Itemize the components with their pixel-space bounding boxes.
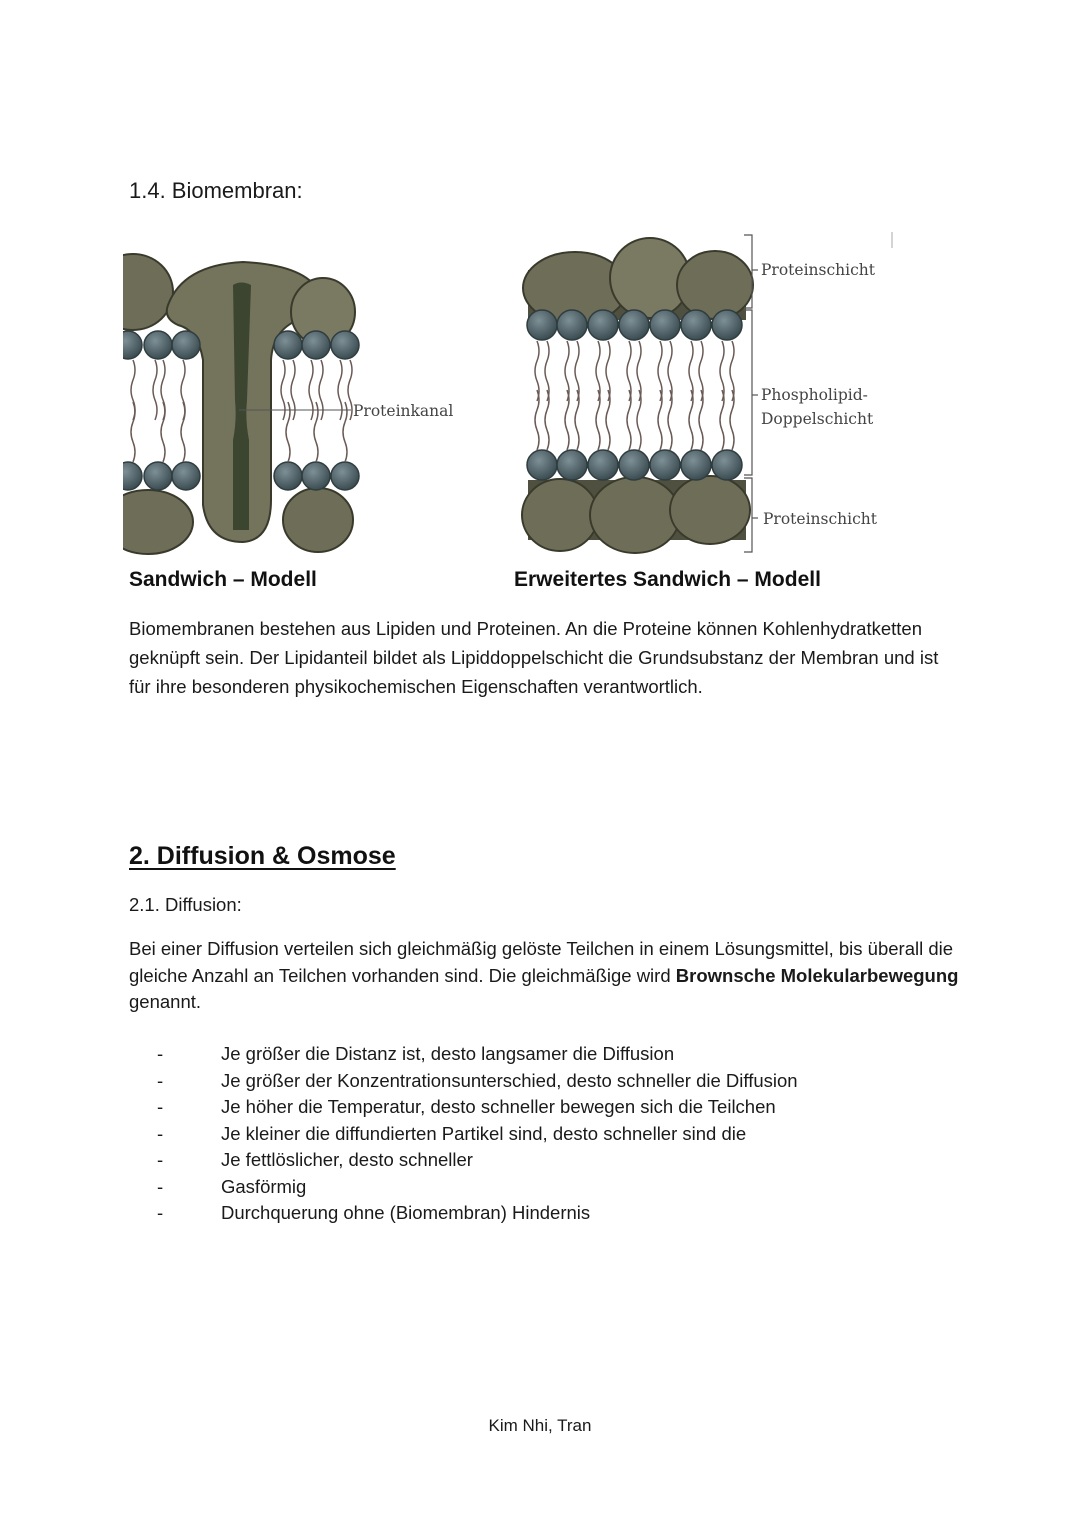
sandwich-model-diagram: [123, 250, 463, 555]
caption-sandwich-model: Sandwich – Modell: [129, 568, 317, 591]
bullet-dash: -: [157, 1175, 164, 1197]
list-item: [157, 1068, 798, 1095]
paragraph-biomembran: Biomembranen bestehen aus Lipiden und Proteinen. An die Proteine können Kohlenhydratketten geknüpft sein. Der Lipidanteil bildet als Lipiddoppelschicht die Grundsubstanz der Membran und ist für ihre besonderen physikochemischen Eigenschaften verantwortlich.: [129, 618, 939, 697]
bullet-dash: -: [157, 1149, 164, 1170]
paragraph-diffusion-text: Bei einer Diffusion verteilen sich gleichmäßig gelöste Teilchen in einem Lösungsmittel, bis überall die gleiche Anzahl an Teilchen vorhanden sind. Die gleichmäßige wird: [129, 938, 954, 986]
extended-sandwich-model-diagram: [520, 230, 900, 560]
list-item-text: Je kleiner die diffundierten Partikel sind, desto schneller sind die: [221, 1122, 747, 1144]
section-heading-diffusion-osmose: 2. Diffusion & Osmose: [129, 842, 396, 870]
list-item-text: Gasförmig: [221, 1175, 307, 1197]
list-item-text: Je größer die Distanz ist, desto langsamer die Diffusion: [221, 1043, 675, 1064]
paragraph-diffusion-end: genannt.: [129, 991, 202, 1012]
label-phospholipid-line2: Doppelschicht: [761, 410, 874, 428]
bullet-dash: -: [157, 1202, 164, 1223]
list-item-text: Je fettlöslicher, desto schneller: [221, 1149, 473, 1170]
term-brownsche-molekularbewegung: Brownsche Molekularbewegung: [675, 964, 959, 986]
bullet-dash: -: [157, 1043, 164, 1064]
diffusion-factors-list: [157, 1041, 798, 1227]
caption-extended-sandwich-model: Erweitertes Sandwich – Modell: [514, 568, 821, 591]
paragraph-diffusion: [129, 936, 959, 1016]
list-item-text: Je höher die Temperatur, desto schneller bewegen sich die Teilchen: [221, 1096, 776, 1117]
footer-author: Kim Nhi, Tran: [488, 1416, 592, 1435]
list-item: [157, 1041, 798, 1068]
section-heading-biomembran: 1.4. Biomembran:: [129, 178, 303, 203]
label-proteinschicht-top: Proteinschicht: [761, 261, 875, 279]
bullet-dash: -: [157, 1122, 164, 1144]
subheading-diffusion: 2.1. Diffusion:: [129, 894, 242, 915]
bullet-dash: -: [157, 1096, 164, 1117]
list-item: [157, 1121, 798, 1148]
label-proteinschicht-bottom: Proteinschicht: [763, 510, 877, 528]
list-item: [157, 1200, 798, 1227]
list-item: [157, 1147, 798, 1174]
list-item-text: Je größer der Konzentrationsunterschied, desto schneller die Diffusion: [221, 1069, 798, 1091]
label-phospholipid-line1: Phospholipid-: [761, 386, 868, 404]
label-proteinkanal: Proteinkanal: [353, 402, 454, 420]
list-item: [157, 1174, 798, 1201]
list-item: [157, 1094, 798, 1121]
bullet-dash: -: [157, 1069, 164, 1091]
list-item-text: Durchquerung ohne (Biomembran) Hindernis: [221, 1202, 591, 1223]
